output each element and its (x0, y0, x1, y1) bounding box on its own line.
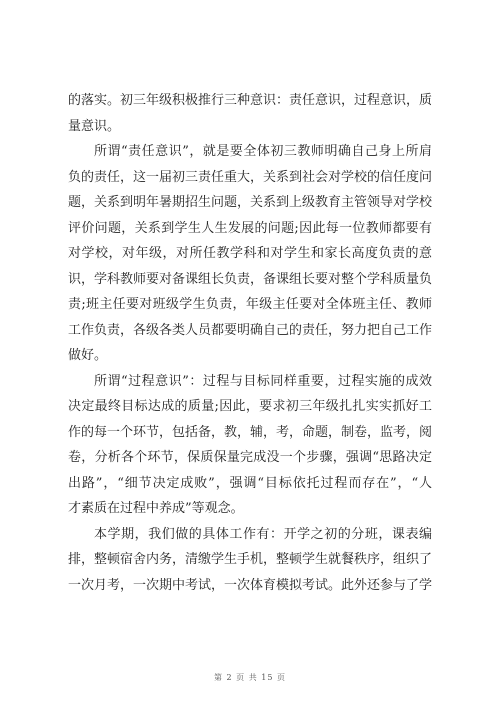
text-line: 作的每一个环节，包括备，教，辅，考，命题，制卷，监考，阅 (68, 424, 432, 440)
text-line: 量意识。 (68, 118, 121, 134)
text-line: 所谓“责任意识”，就是要全体初三教师明确自己身上所肩 (94, 144, 432, 159)
page-number-footer: 第 2 页 共 15 页 (214, 673, 286, 682)
text-line: 本学期，我们做的具体工作有：开学之初的分班，课表编 (94, 526, 432, 542)
text-line: 一次月考，一次期中考试，一次体育模拟考试。此外还参与了学 (68, 577, 432, 593)
text-line: 决定最终目标达成的质量;因此，要求初三年级扎扎实实抓好工 (68, 399, 432, 414)
text-line: 识，学科教师要对备课组长负责，备课组长要对整个学科质量负 (68, 271, 432, 287)
body-text (68, 88, 432, 598)
text-line: 对学校，对年级，对所任教学科和对学生和家长高度负责的意 (68, 246, 432, 261)
text-line: 才素质在过程中养成”等观念。 (68, 501, 244, 516)
text-line: 排，整顿宿舍内务，清缴学生手机，整顿学生就餐秩序，组织了 (68, 552, 432, 567)
text-line: 评价问题，关系到学生人生发展的问题;因此每一位教师都要有 (68, 220, 432, 236)
text-line: 题，关系到明年暑期招生问题，关系到上级教育主管领导对学校 (68, 195, 432, 210)
text-line: 负的责任，这一届初三责任重大，关系到社会对学校的信任度问 (68, 169, 432, 185)
text-line: 做好。 (68, 348, 108, 363)
text-line: 工作负责，各级各类人员都要明确自己的责任，努力把自己工作 (68, 322, 432, 338)
text-line: 卷，分析各个环节，保质保量完成没一个步骤，强调“思路决定 (68, 450, 432, 465)
text-line: 所谓“过程意识”：过程与目标同样重要，过程实施的成效 (94, 373, 432, 389)
text-line: 的落实。初三年级积极推行三种意识：责任意识，过程意识，质 (68, 93, 432, 108)
text-line: 责;班主任要对班级学生负责，年级主任要对全体班主任、教师 (68, 297, 432, 312)
text-line: 出路”，“细节决定成败”，强调“目标依托过程而存在”，“人 (68, 475, 432, 491)
